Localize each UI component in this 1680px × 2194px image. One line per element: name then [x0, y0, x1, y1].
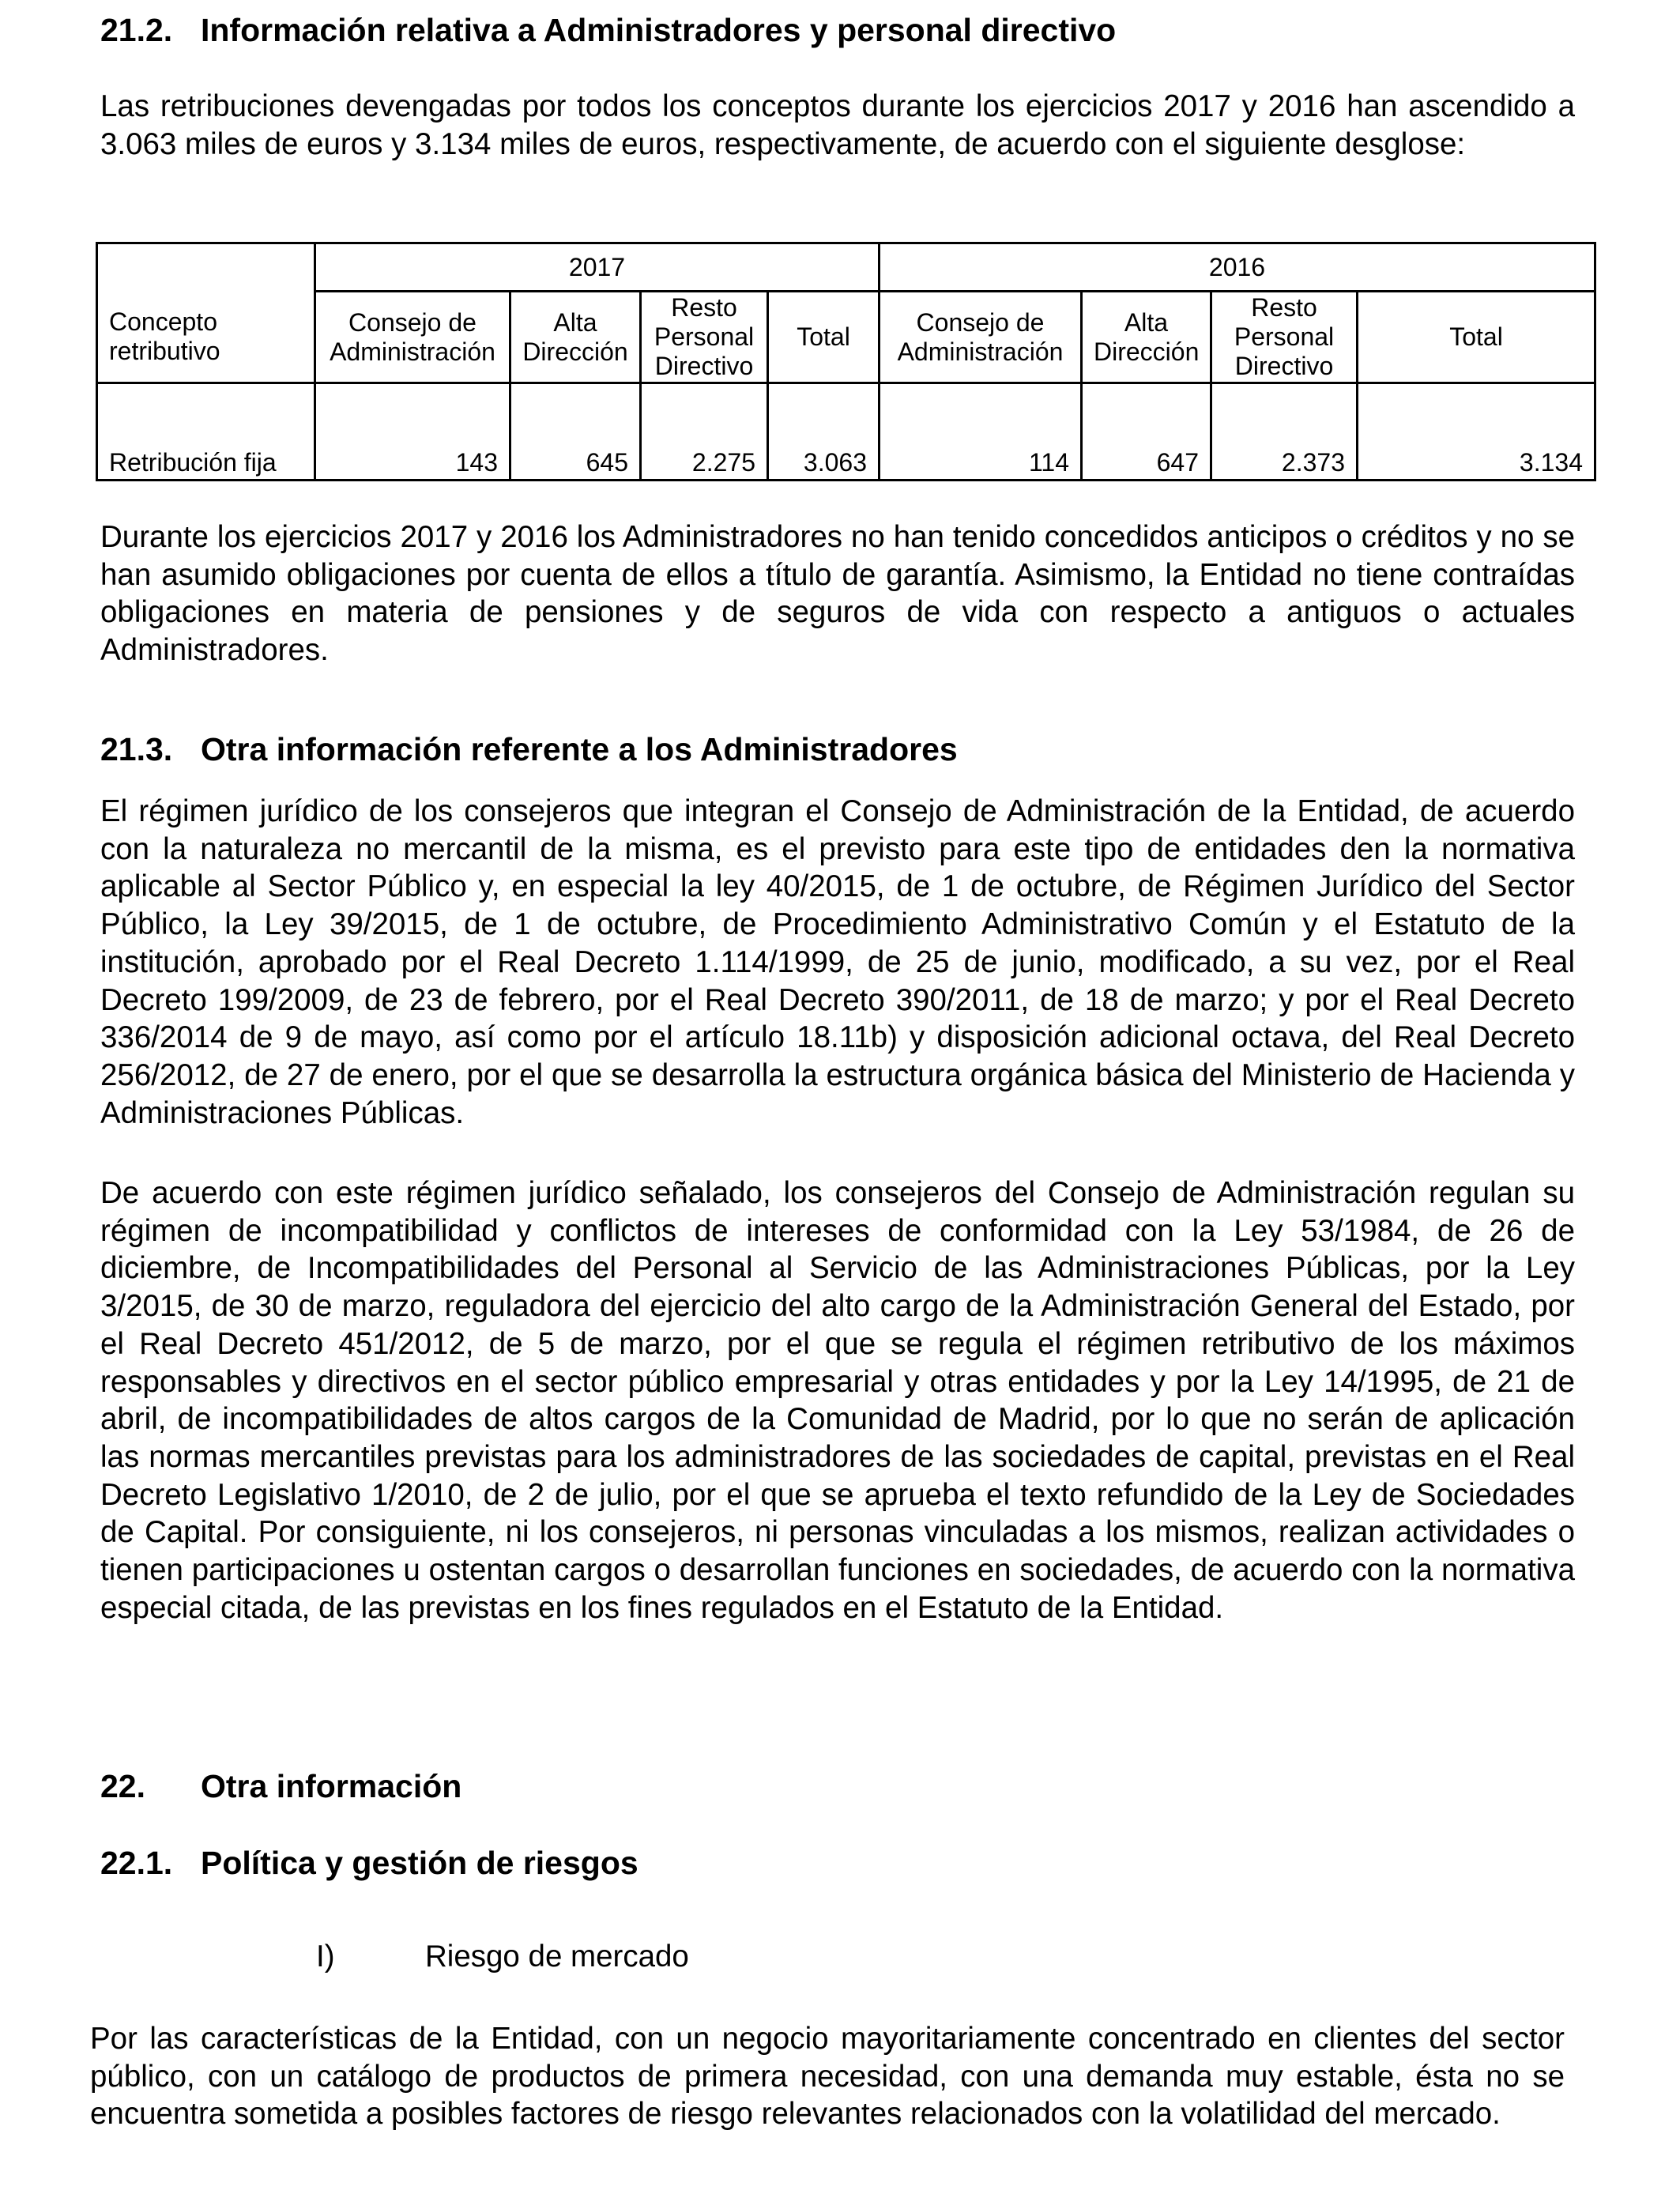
- section-title: Información relativa a Administradores y personal directivo: [201, 12, 1117, 48]
- section-number: 22.: [100, 1768, 145, 1804]
- row-label: Retribución fija: [97, 439, 315, 481]
- section-number: 22.1.: [100, 1845, 173, 1881]
- section-title: Otra información referente a los Administradores: [201, 731, 958, 767]
- value-consejo-2017: 143: [315, 439, 510, 481]
- paragraph-regimen: El régimen jurídico de los consejeros que integran el Consejo de Administración de la Entidad, de acuerdo con la naturaleza no mercantil de la misma, es el previsto para este tipo de entidades den la normativa aplicable al Sector Público y, en especial la ley 40/2015, de 1 de octubre, de Régimen Jurídico del Sector Público, la Ley 39/2015, de 1 de octubre, de Procedimiento Administrativo Común y el Estatuto de la institución, aprobado por el Real Decreto 1.114/1999, de 25 de junio, modificado, a su vez, por el Real Decreto 199/2009, de 23 de febrero, por el Real Decreto 390/2011, de 18 de marzo; y por el Real Decreto 336/2014 de 9 de mayo, así como por el artículo 18.11b) y disposición adicional octava, del Real Decreto 256/2012, de 27 de enero, por el que se desarrolla la estructura orgánica básica del Ministerio de Hacienda y Administraciones Públicas.: [100, 794, 1575, 1130]
- section-heading-22: [100, 1767, 462, 1805]
- section-heading-22-1: [100, 1844, 638, 1882]
- value-total-2017: 3.063: [768, 439, 880, 481]
- value-resto-2016: 2.373: [1211, 439, 1358, 481]
- year-header-2016: 2016: [880, 243, 1595, 292]
- table-row: [97, 439, 1595, 481]
- col-header-alta-2017: Alta Dirección: [510, 292, 641, 383]
- col-header-alta-2016: Alta Dirección: [1082, 292, 1211, 383]
- value-total-2016: 3.134: [1358, 439, 1595, 481]
- year-header-2017: 2017: [315, 243, 880, 292]
- section-heading-21-3: [100, 730, 958, 768]
- list-marker: I): [316, 1940, 335, 1973]
- col-header-resto-2016: Resto Personal Directivo: [1211, 292, 1358, 383]
- value-consejo-2016: 114: [880, 439, 1082, 481]
- section-title: Otra información: [201, 1768, 462, 1804]
- col-header-total-2016: Total: [1358, 292, 1595, 383]
- paragraph-mercado: Por las características de la Entidad, con un negocio mayoritariamente concentrado en clientes del sector público, con un catálogo de productos de primera necesidad, con una demanda muy estable, ésta no se encuentra sometida a posibles factores de riesgo relevantes relacionados con la volatilidad del mercado.: [90, 2022, 1565, 2132]
- paragraph-anticipos: Durante los ejercicios 2017 y 2016 los Administradores no han tenido concedidos anticipos o créditos y no se han asumido obligaciones por cuenta de ellos a título de garantía. Asimismo, la Entidad no tiene contraídas obligaciones en materia de pensiones y de seguros de vida con respecto a antiguos o actuales Administradores.: [100, 520, 1575, 668]
- col-header-consejo-2016: Consejo de Administración: [880, 292, 1082, 383]
- col-header-total-2017: Total: [768, 292, 880, 383]
- section-title: Política y gestión de riesgos: [201, 1845, 638, 1881]
- table-corner-cell: [97, 243, 315, 292]
- section-number: 21.2.: [100, 12, 173, 48]
- paragraph-intro: Las retribuciones devengadas por todos los conceptos durante los ejercicios 2017 y 2016 han ascendido a 3.063 miles de euros y 3.134 miles de euros, respectivamente, de acuerdo con el siguiente desglose:: [100, 89, 1575, 161]
- value-alta-2017: 645: [510, 439, 641, 481]
- col-header-consejo-2017: Consejo de Administración: [315, 292, 510, 383]
- value-resto-2017: 2.275: [641, 439, 768, 481]
- section-number: 21.3.: [100, 731, 173, 767]
- remuneration-table: [96, 242, 1596, 481]
- section-heading-21-2: [100, 11, 1117, 49]
- col-header-resto-2017: Resto Personal Directivo: [641, 292, 768, 383]
- paragraph-incompatibilidad: De acuerdo con este régimen jurídico señalado, los consejeros del Consejo de Administración regulan su régimen de incompatibilidad y conflictos de intereses de conformidad con la Ley 53/1984, de 26 de diciembre, de Incompatibilidades del Personal al Servicio de las Administraciones Públicas, por la Ley 3/2015, de 30 de marzo, reguladora del ejercicio del alto cargo de la Administración General del Estado, por el Real Decreto 451/2012, de 5 de marzo, por el que se regula el régimen retributivo de los máximos responsables y directivos en el sector público empresarial y otras entidades y por la Ley 14/1995, de 21 de abril, de incompatibilidades de altos cargos de la Comunidad de Madrid, por lo que no serán de aplicación las normas mercantiles previstas para los administradores de las sociedades de capital, previstas en el Real Decreto Legislativo 1/2010, de 2 de julio, por el que se aprueba el texto refundido de la Ley de Sociedades de Capital. Por consiguiente, ni los consejeros, ni personas vinculadas a los mismos, realizan actividades o tienen participaciones u ostentan cargos o desarrollan funciones en sociedades, de acuerdo con la normativa especial citada, de las previstas en los fines regulados en el Estatuto de la Entidad.: [100, 1176, 1575, 1625]
- value-alta-2016: 647: [1082, 439, 1211, 481]
- concept-header: Concepto retributivo: [97, 292, 315, 383]
- list-item-text: Riesgo de mercado: [425, 1940, 689, 1973]
